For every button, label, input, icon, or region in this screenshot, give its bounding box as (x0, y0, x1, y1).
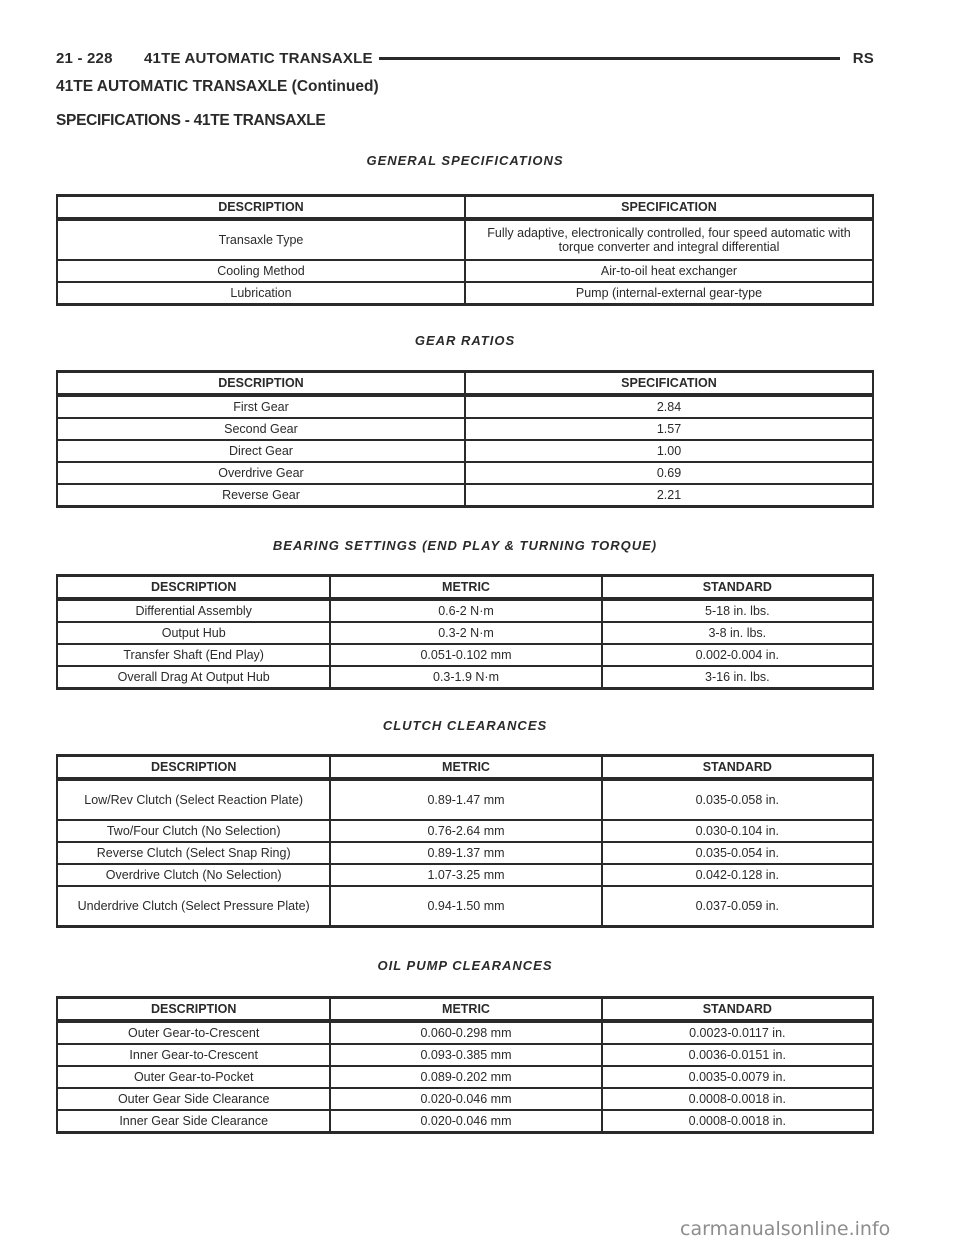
cell-description: Reverse Clutch (Select Snap Ring) (57, 842, 330, 864)
table-row (57, 440, 873, 462)
watermark-link[interactable]: carmanualsonline.info (680, 1218, 891, 1240)
cell-metric: 0.6-2 N·m (330, 599, 601, 622)
cell-description: Transfer Shaft (End Play) (57, 644, 330, 666)
clutch-clearances-caption: CLUTCH CLEARANCES (382, 718, 548, 733)
cell-metric: 0.94-1.50 mm (330, 886, 601, 927)
cell-standard: 3-8 in. lbs. (602, 622, 873, 644)
cell-standard: 0.002-0.004 in. (602, 644, 873, 666)
column-header: DESCRIPTION (57, 998, 330, 1022)
cell-specification: Pump (internal-external gear-type (465, 282, 873, 305)
cell-metric: 0.89-1.47 mm (330, 779, 601, 820)
cell-metric: 0.089-0.202 mm (330, 1066, 601, 1088)
cell-description: Overdrive Clutch (No Selection) (57, 864, 330, 886)
table-row (57, 462, 873, 484)
column-header: METRIC (330, 756, 601, 780)
column-header: SPECIFICATION (465, 372, 873, 396)
cell-specification: Air-to-oil heat exchanger (465, 260, 873, 282)
cell-specification: 1.00 (465, 440, 873, 462)
table-row (57, 886, 873, 927)
cell-metric: 0.3-2 N·m (330, 622, 601, 644)
cell-standard: 0.0023-0.0117 in. (602, 1021, 873, 1044)
bearing-settings-table (56, 574, 874, 690)
cell-metric: 0.020-0.046 mm (330, 1110, 601, 1133)
cell-description: Cooling Method (57, 260, 465, 282)
cell-description: Overall Drag At Output Hub (57, 666, 330, 689)
header-rule (379, 57, 840, 60)
table-row (57, 622, 873, 644)
table-row (57, 1021, 873, 1044)
table-row (57, 1066, 873, 1088)
general-specs-caption: GENERAL SPECIFICATIONS (366, 153, 564, 168)
table-row (57, 395, 873, 418)
gear-ratios-caption: GEAR RATIOS (414, 333, 516, 348)
cell-metric: 0.020-0.046 mm (330, 1088, 601, 1110)
cell-description: Output Hub (57, 622, 330, 644)
table-row (57, 644, 873, 666)
section-continued-heading: 41TE AUTOMATIC TRANSAXLE (Continued) (56, 78, 379, 95)
chapter-title: 41TE AUTOMATIC TRANSAXLE (144, 49, 373, 67)
cell-description: Transaxle Type (57, 219, 465, 260)
table-header-row (57, 576, 873, 600)
cell-metric: 0.051-0.102 mm (330, 644, 601, 666)
column-header: STANDARD (602, 998, 873, 1022)
cell-description: Outer Gear-to-Pocket (57, 1066, 330, 1088)
cell-specification: Fully adaptive, electronically controlled, four speed automatic with torque converter and integral differential (465, 219, 873, 260)
table-row (57, 282, 873, 305)
column-header: DESCRIPTION (57, 576, 330, 600)
cell-standard: 0.0008-0.0018 in. (602, 1088, 873, 1110)
table-row (57, 1044, 873, 1066)
cell-description: Direct Gear (57, 440, 465, 462)
table-row (57, 599, 873, 622)
table-header-row (57, 998, 873, 1022)
clutch-clearances-table (56, 754, 874, 928)
cell-description: Differential Assembly (57, 599, 330, 622)
cell-standard: 0.035-0.054 in. (602, 842, 873, 864)
column-header: SPECIFICATION (465, 196, 873, 220)
cell-description: Lubrication (57, 282, 465, 305)
table-row (57, 1088, 873, 1110)
cell-standard: 0.042-0.128 in. (602, 864, 873, 886)
cell-metric: 1.07-3.25 mm (330, 864, 601, 886)
oil-pump-clearances-caption: OIL PUMP CLEARANCES (377, 958, 553, 973)
column-header: STANDARD (602, 576, 873, 600)
cell-description: Second Gear (57, 418, 465, 440)
cell-specification: 1.57 (465, 418, 873, 440)
table-row (57, 779, 873, 820)
cell-standard: 0.0008-0.0018 in. (602, 1110, 873, 1133)
table-row (57, 418, 873, 440)
cell-standard: 0.037-0.059 in. (602, 886, 873, 927)
cell-standard: 0.0035-0.0079 in. (602, 1066, 873, 1088)
cell-description: Two/Four Clutch (No Selection) (57, 820, 330, 842)
cell-description: Low/Rev Clutch (Select Reaction Plate) (57, 779, 330, 820)
cell-description: Outer Gear-to-Crescent (57, 1021, 330, 1044)
cell-standard: 0.0036-0.0151 in. (602, 1044, 873, 1066)
cell-description: Inner Gear-to-Crescent (57, 1044, 330, 1066)
table-row (57, 842, 873, 864)
table-row (57, 484, 873, 507)
section-title: SPECIFICATIONS - 41TE TRANSAXLE (56, 112, 326, 129)
table-header-row (57, 372, 873, 396)
cell-description: Outer Gear Side Clearance (57, 1088, 330, 1110)
general-specs-table (56, 194, 874, 306)
table-header-row (57, 756, 873, 780)
column-header: DESCRIPTION (57, 756, 330, 780)
cell-specification: 2.84 (465, 395, 873, 418)
cell-metric: 0.76-2.64 mm (330, 820, 601, 842)
cell-standard: 5-18 in. lbs. (602, 599, 873, 622)
cell-description: Underdrive Clutch (Select Pressure Plate) (57, 886, 330, 927)
cell-standard: 3-16 in. lbs. (602, 666, 873, 689)
cell-standard: 0.035-0.058 in. (602, 779, 873, 820)
cell-metric: 0.89-1.37 mm (330, 842, 601, 864)
table-row (57, 260, 873, 282)
cell-description: Overdrive Gear (57, 462, 465, 484)
page-number: 21 - 228 (56, 49, 113, 67)
table-row (57, 820, 873, 842)
table-header-row (57, 196, 873, 220)
model-code: RS (852, 49, 874, 67)
column-header: DESCRIPTION (57, 372, 465, 396)
cell-metric: 0.3-1.9 N·m (330, 666, 601, 689)
cell-metric: 0.093-0.385 mm (330, 1044, 601, 1066)
table-row (57, 219, 873, 260)
cell-description: Reverse Gear (57, 484, 465, 507)
table-row (57, 1110, 873, 1133)
column-header: STANDARD (602, 756, 873, 780)
bearing-settings-caption: BEARING SETTINGS (END PLAY & TURNING TORQUE) (272, 538, 658, 553)
cell-metric: 0.060-0.298 mm (330, 1021, 601, 1044)
column-header: METRIC (330, 576, 601, 600)
column-header: DESCRIPTION (57, 196, 465, 220)
cell-specification: 0.69 (465, 462, 873, 484)
gear-ratios-table (56, 370, 874, 508)
cell-description: First Gear (57, 395, 465, 418)
oil-pump-clearances-table (56, 996, 874, 1134)
cell-description: Inner Gear Side Clearance (57, 1110, 330, 1133)
cell-standard: 0.030-0.104 in. (602, 820, 873, 842)
column-header: METRIC (330, 998, 601, 1022)
running-header (56, 48, 874, 68)
table-row (57, 864, 873, 886)
cell-specification: 2.21 (465, 484, 873, 507)
table-row (57, 666, 873, 689)
